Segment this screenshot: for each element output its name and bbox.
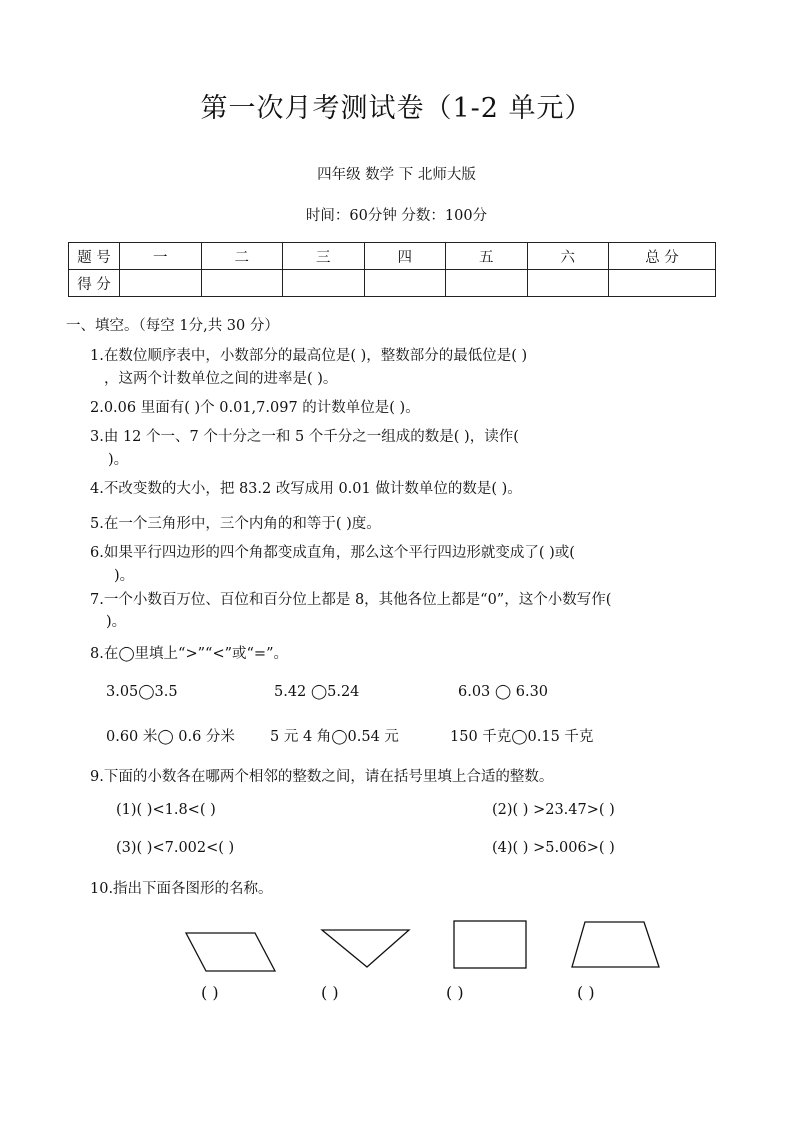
score-cell[interactable] [609,270,716,297]
header-cell: 题 号 [69,243,120,270]
header-cell: 五 [446,243,528,270]
row-label-cell: 得 分 [69,270,120,297]
score-cell[interactable] [120,270,202,297]
shape-name-blank[interactable]: ( ) [577,983,595,1002]
question-7-line-2: )。 [106,614,127,630]
header-cell: 六 [527,243,609,270]
parallelogram-shape [186,933,275,971]
question-3-line-2: )。 [108,452,129,468]
score-table [68,242,716,297]
question-6-line-2: )。 [114,568,135,584]
question-3-line-1: 3.由 12 个一、7 个十分之一和 5 个千分之一组成的数是( )，读作( [90,429,519,445]
integer-range-item: (2)( ) >23.47>( ) [492,802,615,818]
compare-item: 3.05◯3.5 [106,684,178,700]
trapezoid-shape [572,922,659,967]
triangle-shape [322,930,409,967]
section-title: 一、填空。（每空 1分,共 30 分） [66,318,279,334]
question-8: 8.在◯里填上“>”“<”或“=”。 [90,646,288,662]
question-1-line-2: ，这两个计数单位之间的进率是( )。 [104,371,338,387]
compare-item: 150 千克◯0.15 千克 [450,729,594,745]
question-5: 5.在一个三角形中，三个内角的和等于( )度。 [90,516,381,532]
rectangle-shape [454,921,526,968]
header-cell: 一 [120,243,202,270]
header-cell: 四 [364,243,446,270]
question-6-line-1: 6.如果平行四边形的四个角都变成直角，那么这个平行四边形就变成了( )或( [90,545,575,561]
question-10: 10.指出下面各图形的名称。 [90,881,273,897]
question-9: 9.下面的小数各在哪两个相邻的整数之间，请在括号里填上合适的整数。 [90,769,554,785]
shape-name-blank[interactable]: ( ) [201,983,219,1002]
question-1-line-1: 1.在数位顺序表中，小数部分的最高位是( )，整数部分的最低位是( ) [90,348,528,364]
header-cell: 二 [201,243,283,270]
compare-item: 0.60 米◯ 0.6 分米 [106,729,235,745]
page-title: 第一次月考测试卷（1-2 单元） [200,93,593,124]
score-table-header-row [69,243,716,270]
score-table-score-row [69,270,716,297]
score-cell[interactable] [201,270,283,297]
question-7-line-1: 7.一个小数百万位、百位和百分位上都是 8，其他各位上都是“0”，这个小数写作( [90,592,612,608]
score-cell[interactable] [364,270,446,297]
compare-item: 5.42 ◯5.24 [274,684,360,700]
header-cell: 总 分 [609,243,716,270]
integer-range-item: (1)( )<1.8<( ) [116,802,216,818]
compare-item: 5 元 4 角◯0.54 元 [270,729,399,745]
compare-item: 6.03 ◯ 6.30 [458,684,549,700]
question-2: 2.0.06 里面有( )个 0.01,7.097 的计数单位是( )。 [90,400,420,416]
score-cell[interactable] [446,270,528,297]
integer-range-item: (4)( ) >5.006>( ) [492,840,615,856]
integer-range-item: (3)( )<7.002<( ) [116,840,235,856]
shape-name-blank[interactable]: ( ) [446,983,464,1002]
header-cell: 三 [283,243,365,270]
shapes-figure [0,910,793,980]
question-4: 4.不改变数的大小，把 83.2 改写成用 0.01 做计数单位的数是( )。 [90,481,522,497]
grade-subject-line: 四年级 数学 下 北师大版 [317,167,476,183]
score-cell[interactable] [283,270,365,297]
time-score-line: 时间：60分钟 分数：100分 [305,208,488,224]
shape-name-blank[interactable]: ( ) [321,983,339,1002]
score-cell[interactable] [527,270,609,297]
